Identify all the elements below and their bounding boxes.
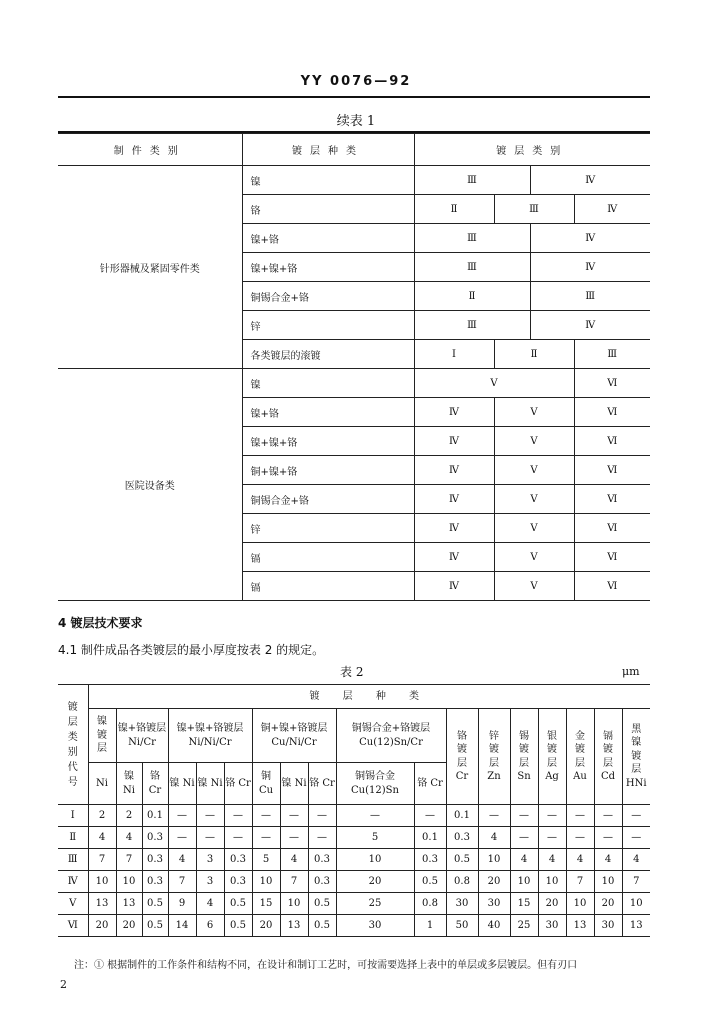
table2-cell: 10 (88, 871, 116, 893)
table2-group-sub: Cu(12)Sn/Cr (359, 736, 423, 748)
table2-cell: 0.3 (142, 827, 168, 849)
table2-cell: 4 (594, 849, 622, 871)
table1-class: Ⅳ (414, 427, 494, 456)
table2-group-label: 锌镀层 (489, 730, 499, 769)
table2-cell: 10 (116, 871, 142, 893)
table2-sym: 镍 Ni (168, 763, 196, 805)
table1-class: Ⅳ (530, 311, 650, 340)
table2-cell: 0.3 (224, 849, 252, 871)
table1-coating: 镍+镍+铬 (242, 253, 414, 282)
table2-cell: 7 (280, 871, 308, 893)
table2-cell: — (566, 827, 594, 849)
table2-sym: Sn (517, 771, 531, 782)
table2-cell: — (168, 805, 196, 827)
table2-group-cunicr (252, 709, 336, 763)
table2-sym: Ni (88, 763, 116, 805)
table2-cell: 13 (280, 915, 308, 937)
table2-cell: 20 (116, 915, 142, 937)
table2-cell: — (594, 827, 622, 849)
table1-class: Ⅲ (494, 195, 574, 224)
table2-cell: 0.5 (224, 915, 252, 937)
table2-cell: 0.8 (414, 893, 446, 915)
table1-coating: 锌 (242, 514, 414, 543)
table1-class: Ⅵ (574, 398, 650, 427)
table2-cell: 4 (622, 849, 650, 871)
table2-cell: 13 (88, 893, 116, 915)
table2-cell: 3 (196, 871, 224, 893)
table2-cell: 10 (336, 849, 414, 871)
table1-class: Ⅳ (530, 166, 650, 195)
table2-group-sub: Ni/Ni/Cr (188, 736, 232, 748)
table2-group-label: 银镀层 (547, 730, 557, 769)
table1-coating: 铜锡合金+铬 (242, 485, 414, 514)
table1-class: Ⅱ (414, 195, 494, 224)
table2-cell: 30 (446, 893, 478, 915)
table1-class: Ⅳ (414, 398, 494, 427)
table1-class: Ⅱ (494, 340, 574, 369)
table2-cell: — (280, 827, 308, 849)
table2-cell: 5 (336, 827, 414, 849)
table1-class: Ⅴ (414, 369, 574, 398)
table2-cell: 0.3 (446, 827, 478, 849)
table2-group-label: 锡镀层 (519, 730, 529, 769)
table2-group-sub: Cu/Ni/Cr (271, 736, 317, 748)
footnote: 注：① 根据制件的工作条件和结构不同，在设计和制订工艺时，可按需要选择上表中的单层或多层镀层。但有刃口 (74, 960, 578, 971)
table2-cell: — (510, 805, 538, 827)
table2-group-ag (538, 709, 566, 805)
table2-cell: 4 (566, 849, 594, 871)
table-row (58, 915, 650, 937)
table2-cell: 4 (116, 827, 142, 849)
table1-coating: 镍+铬 (242, 398, 414, 427)
table1-class: Ⅵ (574, 427, 650, 456)
table1-class: Ⅵ (574, 485, 650, 514)
table2-cell: — (308, 805, 336, 827)
table2-cell: 15 (252, 893, 280, 915)
table2-group-cd (594, 709, 622, 805)
table2-cell: 10 (252, 871, 280, 893)
table2-group-label: 铜+镍+铬镀层 (260, 723, 328, 734)
table2-group-cusncr (336, 709, 446, 763)
table2-cell: 7 (88, 849, 116, 871)
clause-4-1: 4.1 制件成品各类镀层的最小厚度按表 2 的规定。 (58, 643, 325, 657)
table2-cell: 6 (196, 915, 224, 937)
table2-cell: — (594, 805, 622, 827)
table1-class: Ⅳ (414, 514, 494, 543)
table1-coating: 镍+镍+铬 (242, 427, 414, 456)
table-row (58, 871, 650, 893)
table2-cell: — (538, 827, 566, 849)
table2-cell: 10 (622, 893, 650, 915)
table2 (58, 684, 650, 937)
table2-group-nicr (116, 709, 168, 763)
table2-group-ninicr (168, 709, 252, 763)
table1-class: Ⅱ (414, 282, 530, 311)
table1-class: Ⅳ (414, 572, 494, 601)
table2-cell: 20 (88, 915, 116, 937)
table1-class: Ⅴ (494, 514, 574, 543)
table2-group-au (566, 709, 594, 805)
table2-unit: μm (622, 665, 640, 678)
table1-class: Ⅴ (494, 398, 574, 427)
section-heading: 4 镀层技术要求 (58, 616, 143, 630)
table2-row-code: Ⅲ (58, 849, 88, 871)
table1-header-part: 制件类别 (58, 134, 242, 166)
table2-cell: 7 (116, 849, 142, 871)
table2-cell: 0.3 (308, 849, 336, 871)
table1-coating: 镍 (242, 369, 414, 398)
table1-class: Ⅳ (574, 195, 650, 224)
table2-cell: 0.5 (142, 893, 168, 915)
table2-cell: 4 (196, 893, 224, 915)
table2-caption: 表 2 (340, 665, 364, 679)
table2-group-label: 黑镍镀层 (631, 723, 642, 776)
table2-group-label: 金镀层 (575, 730, 585, 769)
table2-sym: 镍 Ni (280, 763, 308, 805)
table1-coating: 铜+镍+铬 (242, 456, 414, 485)
table1-class: Ⅳ (414, 543, 494, 572)
table1-class: Ⅴ (494, 543, 574, 572)
table1-class: Ⅳ (414, 456, 494, 485)
table2-sym: Ag (545, 771, 559, 782)
table1-class: Ⅲ (414, 166, 530, 195)
table2-cell: 25 (336, 893, 414, 915)
table1-category-hospital: 医院设备类 (58, 369, 242, 601)
table1-class: Ⅲ (530, 282, 650, 311)
table2-row-code: Ⅰ (58, 805, 88, 827)
table2-cell: 10 (478, 849, 510, 871)
table2-cell: 9 (168, 893, 196, 915)
table2-cell: — (478, 805, 510, 827)
table2-cell: — (510, 827, 538, 849)
table2-cell: — (414, 805, 446, 827)
table2-group-zn (478, 709, 510, 805)
table2-cell: 0.1 (142, 805, 168, 827)
table2-cell: — (224, 805, 252, 827)
table2-cell: 2 (88, 805, 116, 827)
table1-class: Ⅴ (494, 427, 574, 456)
table2-cell: 30 (538, 915, 566, 937)
table2-cell: — (224, 827, 252, 849)
table1-coating: 镍+铬 (242, 224, 414, 253)
table1-coating: 镉 (242, 543, 414, 572)
table1-class: Ⅲ (414, 311, 530, 340)
table2-group-label: 镍+镍+铬镀层 (176, 723, 244, 734)
table2-cell: 0.5 (308, 893, 336, 915)
table2-group-cr (446, 709, 478, 805)
table2-cell: 30 (594, 915, 622, 937)
table2-rowhead-text: 镀层类别代号 (67, 701, 78, 788)
table2-cell: 0.3 (142, 871, 168, 893)
table2-sym: 铬 Cr (308, 763, 336, 805)
table2-sym: Zn (487, 771, 501, 782)
table2-row-code: Ⅳ (58, 871, 88, 893)
table2-group-label: 铜锡合金+铬镀层 (351, 723, 431, 734)
table2-cell: 13 (116, 893, 142, 915)
table2-cell: — (168, 827, 196, 849)
table2-cell: 4 (280, 849, 308, 871)
table2-row-code: Ⅱ (58, 827, 88, 849)
table2-cell: 7 (566, 871, 594, 893)
table2-cell: 4 (88, 827, 116, 849)
table2-sym: Au (573, 771, 587, 782)
table2-cell: 5 (252, 849, 280, 871)
table2-row-code: Ⅴ (58, 893, 88, 915)
table2-cell: 10 (510, 871, 538, 893)
table-row (58, 827, 650, 849)
table2-cell: 40 (478, 915, 510, 937)
table2-sym: 铜 Cu (252, 763, 280, 805)
table2-cell: 0.3 (142, 849, 168, 871)
table2-cell: — (252, 805, 280, 827)
table1-class: Ⅵ (574, 369, 650, 398)
table2-sym: Cd (600, 771, 616, 782)
table-row (58, 805, 650, 827)
table1-class: Ⅵ (574, 543, 650, 572)
table2-group-ni (88, 709, 116, 763)
table1-coating: 铬 (242, 195, 414, 224)
table1-class: Ⅴ (494, 572, 574, 601)
table1-coating: 各类镀层的滚镀 (242, 340, 414, 369)
table2-group-header: 镀 层 种 类 (88, 685, 650, 709)
table2-cell: 2 (116, 805, 142, 827)
table1-header-coating: 镀层种类 (242, 134, 414, 166)
table2-cell: 30 (478, 893, 510, 915)
table2-cell: 0.5 (308, 915, 336, 937)
table2-cell: 4 (510, 849, 538, 871)
table1-coating: 锌 (242, 311, 414, 340)
table2-cell: 13 (622, 915, 650, 937)
table2-cell: 0.5 (142, 915, 168, 937)
table2-group-label: 铬镀层 (457, 730, 467, 769)
table2-cell: 20 (594, 893, 622, 915)
standard-header: YY 0076—92 (300, 74, 412, 89)
table2-cell: — (280, 805, 308, 827)
table2-cell: 0.8 (446, 871, 478, 893)
table2-sym: 铬 Cr (142, 763, 168, 805)
table1-coating: 镍 (242, 166, 414, 195)
table2-rowhead (58, 685, 88, 805)
table2-cell: — (336, 805, 414, 827)
table1-coating: 铜锡合金+铬 (242, 282, 414, 311)
table2-cell: 20 (538, 893, 566, 915)
table2-cell: 1 (414, 915, 446, 937)
table2-cell: — (566, 805, 594, 827)
table2-cell: 4 (538, 849, 566, 871)
table1-class: Ⅲ (574, 340, 650, 369)
table2-sym: 铬 Cr (414, 763, 446, 805)
table2-cell: 14 (168, 915, 196, 937)
table1 (58, 133, 650, 601)
table2-cell: 7 (168, 871, 196, 893)
table2-cell: 20 (252, 915, 280, 937)
table2-cell: — (538, 805, 566, 827)
table2-cell: 20 (478, 871, 510, 893)
table2-cell: 0.3 (308, 871, 336, 893)
table2-sym: HNi (625, 777, 647, 789)
table1-class: Ⅲ (414, 224, 530, 253)
table2-cell: — (622, 827, 650, 849)
table1-class: Ⅰ (414, 340, 494, 369)
table2-sym: 铜锡合金 Cu(12)Sn (336, 763, 414, 805)
table1-class: Ⅵ (574, 514, 650, 543)
table2-cell: 30 (336, 915, 414, 937)
table2-cell: 10 (566, 893, 594, 915)
table2-cell: 20 (336, 871, 414, 893)
table1-caption: 续表 1 (336, 114, 376, 129)
table1-category-needle: 针形器械及紧固零件类 (58, 166, 242, 369)
table1-class: Ⅵ (574, 456, 650, 485)
table2-sym: 镍 Ni (196, 763, 224, 805)
table2-cell: — (196, 805, 224, 827)
table1-header-class: 镀层类别 (414, 134, 650, 166)
table2-group-label: 镉镀层 (603, 730, 613, 769)
table2-cell: 7 (622, 871, 650, 893)
table2-cell: 10 (538, 871, 566, 893)
table2-cell: 0.1 (414, 827, 446, 849)
table-row (58, 893, 650, 915)
table2-cell: 25 (510, 915, 538, 937)
table1-class: Ⅴ (494, 485, 574, 514)
table2-cell: 0.1 (446, 805, 478, 827)
table2-cell: 4 (168, 849, 196, 871)
table2-cell: 0.5 (224, 893, 252, 915)
table2-cell: — (622, 805, 650, 827)
table2-cell: 10 (594, 871, 622, 893)
table2-cell: 0.3 (224, 871, 252, 893)
table2-cell: — (196, 827, 224, 849)
table1-class: Ⅵ (574, 572, 650, 601)
table2-group-hni (622, 709, 650, 805)
table-row (58, 849, 650, 871)
table2-cell: 15 (510, 893, 538, 915)
table2-group-ni-label: 镍镀层 (97, 716, 107, 755)
page-number: 2 (60, 978, 67, 991)
table2-cell: — (308, 827, 336, 849)
table2-cell: 0.5 (446, 849, 478, 871)
table1-class: Ⅳ (530, 253, 650, 282)
table1-class: Ⅳ (530, 224, 650, 253)
table1-coating: 镉 (242, 572, 414, 601)
table1-class: Ⅴ (494, 456, 574, 485)
table1-class: Ⅲ (414, 253, 530, 282)
table2-cell: 0.3 (414, 849, 446, 871)
header-rule (58, 96, 650, 98)
table2-sym: Cr (455, 771, 469, 782)
table2-sym: 镍 Ni (116, 763, 142, 805)
table2-row-code: Ⅵ (58, 915, 88, 937)
table2-sym: 铬 Cr (224, 763, 252, 805)
table2-cell: 10 (280, 893, 308, 915)
table2-cell: 0.5 (414, 871, 446, 893)
table2-group-label: 镍+铬镀层 (117, 723, 167, 734)
table2-group-sub: Ni/Cr (128, 736, 156, 748)
table2-cell: 50 (446, 915, 478, 937)
table2-cell: 4 (478, 827, 510, 849)
table2-cell: — (252, 827, 280, 849)
table2-group-sn (510, 709, 538, 805)
table2-cell: 13 (566, 915, 594, 937)
table1-class: Ⅳ (414, 485, 494, 514)
table2-cell: 3 (196, 849, 224, 871)
